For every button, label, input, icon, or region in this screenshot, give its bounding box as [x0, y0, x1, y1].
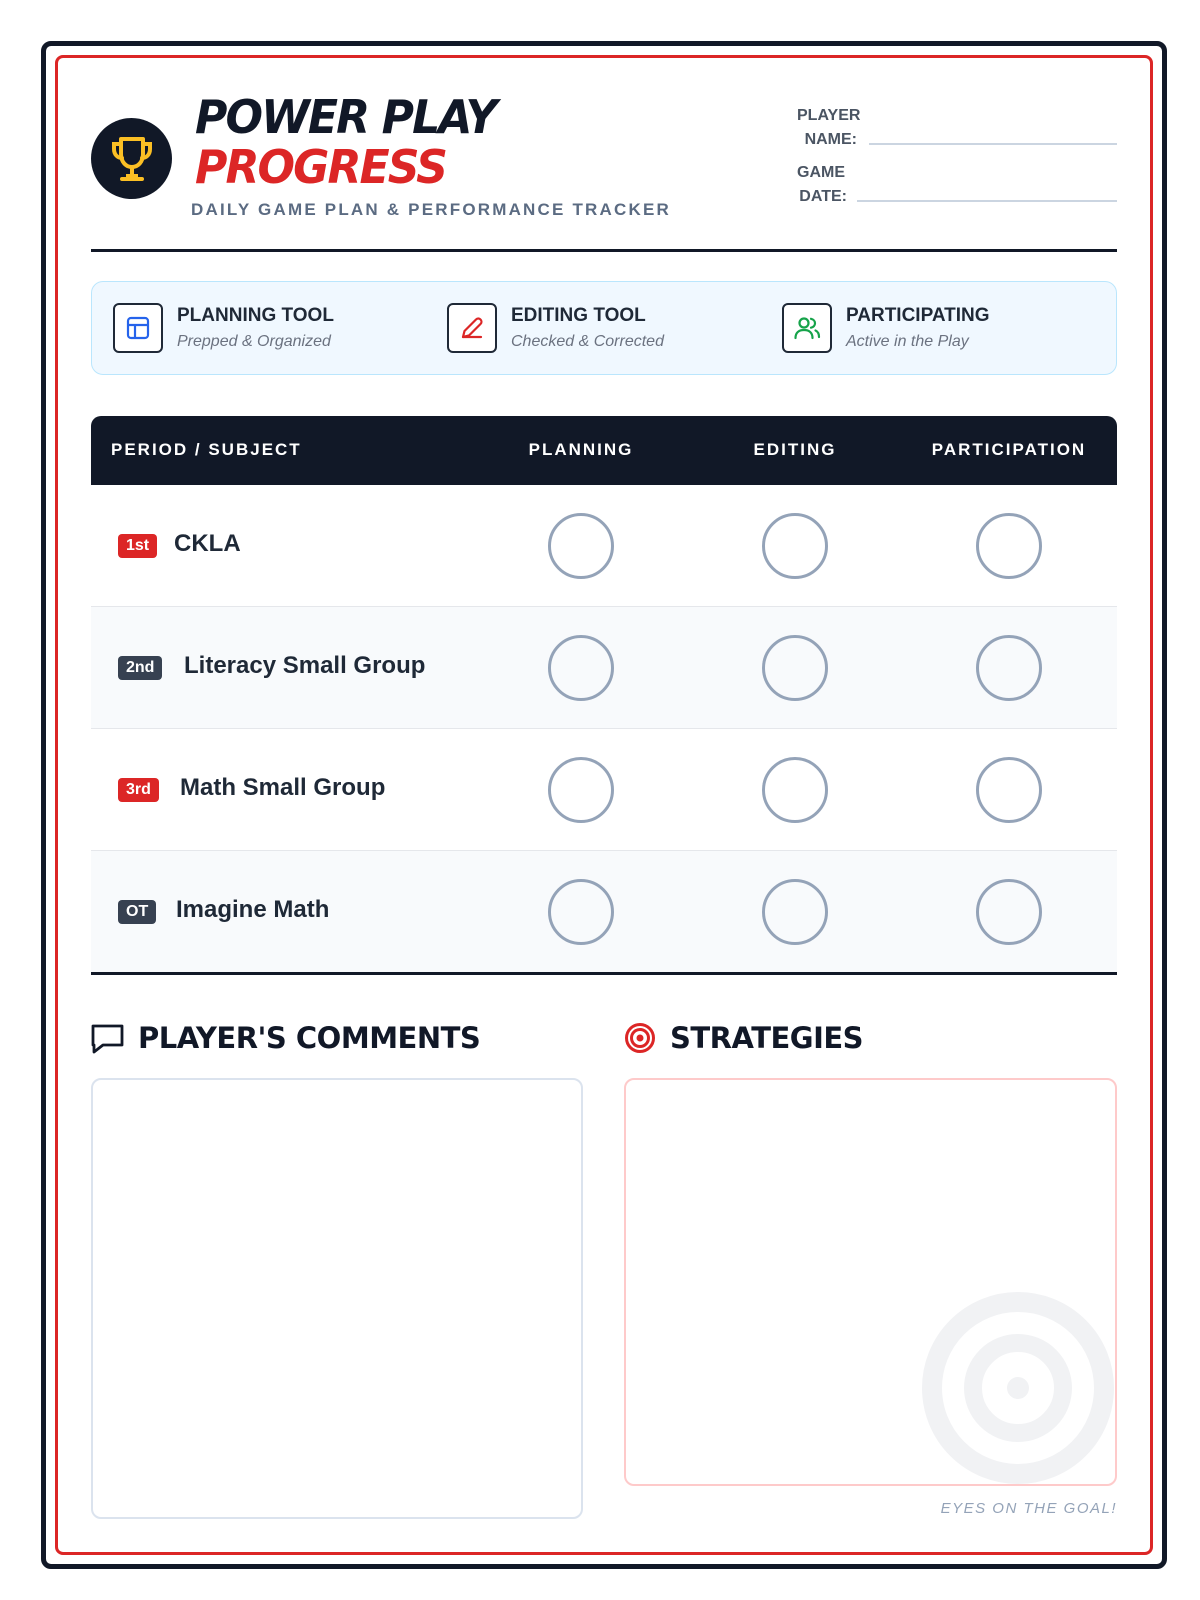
legend-title: PLANNING TOOL: [177, 305, 334, 326]
legend-item-participating: [782, 303, 1082, 355]
target-watermark-icon: [922, 1292, 1117, 1486]
editing-checkbox[interactable]: [762, 513, 828, 579]
planning-checkbox[interactable]: [548, 757, 614, 823]
trophy-icon: [91, 118, 172, 199]
speech-bubble-icon: [91, 1023, 125, 1055]
legend-title: EDITING TOOL: [511, 305, 646, 326]
period-badge: 2nd: [118, 656, 162, 680]
legend-subtitle: Active in the Play: [846, 333, 969, 350]
legend-panel: [91, 281, 1117, 375]
player-name-label: PLAYER NAME:: [797, 107, 861, 148]
column-header-editing: EDITING: [753, 440, 837, 459]
table-row: [91, 485, 1117, 607]
column-header-planning: PLANNING: [528, 440, 634, 459]
header-divider: [91, 249, 1117, 252]
participation-checkbox[interactable]: [976, 879, 1042, 945]
participation-checkbox[interactable]: [976, 513, 1042, 579]
editing-checkbox[interactable]: [762, 635, 828, 701]
period-badge: 3rd: [118, 778, 159, 802]
legend-subtitle: Checked & Corrected: [511, 333, 664, 350]
participation-checkbox[interactable]: [976, 757, 1042, 823]
legend-title: PARTICIPATING: [846, 305, 990, 326]
planning-checkbox[interactable]: [548, 513, 614, 579]
table-row: [91, 729, 1117, 851]
editing-checkbox[interactable]: [762, 757, 828, 823]
subject-label: Literacy Small Group: [184, 652, 426, 679]
column-header-participation: PARTICIPATION: [931, 440, 1087, 459]
participation-checkbox[interactable]: [976, 635, 1042, 701]
legend-item-editing: [447, 303, 747, 355]
table-row: [91, 607, 1117, 729]
planning-checkbox[interactable]: [548, 879, 614, 945]
footer-motto: EYES ON THE GOAL!: [940, 1500, 1117, 1517]
layout-icon: [113, 303, 163, 353]
game-date-field[interactable]: [857, 200, 1117, 202]
subject-label: Math Small Group: [180, 774, 386, 801]
strategies-box[interactable]: [624, 1078, 1117, 1486]
table-row: [91, 851, 1117, 975]
period-badge: 1st: [118, 534, 157, 558]
planning-checkbox[interactable]: [548, 635, 614, 701]
player-name-field[interactable]: [869, 143, 1117, 145]
column-header-subject: PERIOD / SUBJECT: [111, 440, 302, 459]
page-title-line2: PROGRESS: [195, 140, 447, 194]
legend-subtitle: Prepped & Organized: [177, 333, 331, 350]
subject-label: CKLA: [174, 530, 241, 557]
game-date-label: GAME DATE:: [797, 164, 847, 205]
subject-label: Imagine Math: [176, 896, 330, 923]
comments-title: PLAYER'S COMMENTS: [138, 1021, 481, 1055]
legend-item-planning: [113, 303, 413, 355]
users-icon: [782, 303, 832, 353]
page-subtitle: DAILY GAME PLAN & PERFORMANCE TRACKER: [191, 200, 671, 219]
comments-box[interactable]: [91, 1078, 583, 1519]
strategies-title: STRATEGIES: [670, 1021, 864, 1055]
table-header: [91, 416, 1117, 485]
editing-checkbox[interactable]: [762, 879, 828, 945]
period-badge: OT: [118, 900, 156, 924]
target-icon: [624, 1022, 656, 1054]
page-title-line1: POWER PLAY: [195, 90, 496, 144]
pencil-icon: [447, 303, 497, 353]
